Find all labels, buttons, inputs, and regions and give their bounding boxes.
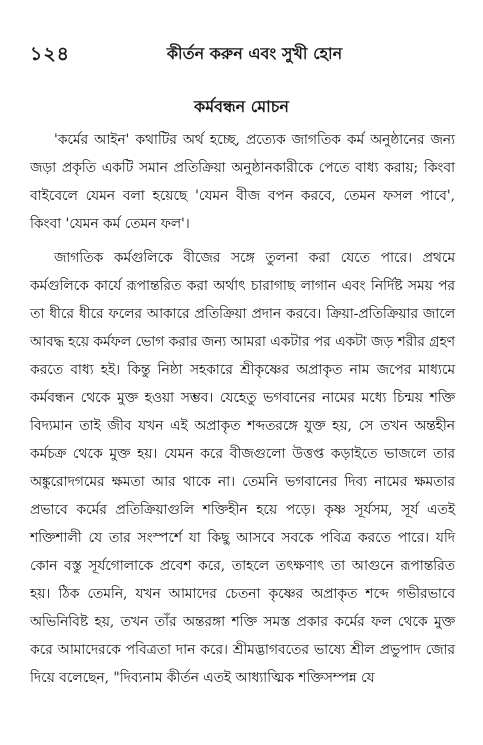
book-title: কীর্তন করুন এবং সুখী হোন: [166, 44, 343, 63]
body-text: [30, 126, 455, 698]
running-header: [30, 40, 455, 66]
section-heading: কর্মবন্ধন মোচন: [194, 97, 289, 116]
page-number: ১২৪: [30, 43, 71, 65]
paragraph: 'কর্মের আইন' কথাটির অর্থ হচ্ছে, প্রত্যেক জাগতিক কর্ম অনুষ্ঠানের জন্য জড়া প্রকৃতি একটি সমান প্রতিক্রিয়া অনুষ্ঠানকারীকে পেতে বাধ্য করায়; কিংবা বাইবেলে যেমন বলা হয়েছে 'যেমন বীজ বপন করবে, তেমন ফসল পাবে', কিংবা 'যেমন কর্ম তেমন ফল'।: [30, 132, 455, 232]
paragraph: জাগতিক কর্মগুলিকে বীজের সঙ্গে তুলনা করা যেতে পারে। প্রথমে কর্মগুলিকে কার্যে রূপান্তরিত করা অর্থাৎ চারাগাছ লাগান এবং নির্দিষ্ট সময় পর তা ধীরে ধীরে ফলের আকারে প্রতিক্রিয়া প্রদান করবে। ক্রিয়া-প্রতিক্রিয়ার জালে আবদ্ধ হয়ে কর্মফল ভোগ করার জন্য আমরা একটার পর একটা জড় শরীর গ্রহণ করতে বাধ্য হই। কিন্তু নিষ্ঠা সহকারে শ্রীকৃষ্ণের অপ্রাকৃত নাম জপের মাধ্যমে কর্মবন্ধন থেকে মুক্ত হওয়া সম্ভব। যেহেতু ভগবানের নামের মধ্যে চিন্ময় শক্তি বিদ্যমান তাই জীব যখন এই অপ্রাকৃত শব্দতরঙ্গে যুক্ত হয়, সে তখন অন্তহীন কর্মচক্র থেকে মুক্ত হয়। যেমন করে বীজগুলো উত্তপ্ত কড়াইতে ভাজলে তার অঙ্কুরোদগমের ক্ষমতা আর থাকে না। তেমনি ভগবানের দিব্য নামের ক্ষমতার প্রভাবে কর্মের প্রতিক্রিয়াগুলি শক্তিহীন হয়ে পড়ে। কৃষ্ণ সূর্যসম, সূর্য এতই শক্তিশালী যে তার সংস্পর্শে যা কিছু আসবে সবকে পবিত্র করতে পারে। যদি কোন বস্তু সূর্যগোলাকে প্রবেশ করে, তাহলে তৎক্ষণাৎ তা আগুনে রূপান্তরিত হয়। ঠিক তেমনি, যখন আমাদের চেতনা কৃষ্ণের অপ্রাকৃত শব্দে গভীরভাবে অভিনিবিষ্ট হয়, তখন তাঁর অন্তরঙ্গা শক্তি সমস্ত প্রকার কর্মের ফল থেকে মুক্ত করে আমাদেরকে পবিত্রতা দান করে। শ্রীমদ্ভাগবতের ভাষ্যে শ্রীল প্রভুপাদ জোর দিয়ে বলেছেন, "দিব্যনাম কীর্তন এতই আধ্যাত্মিক শক্তিসম্পন্ন যে: [30, 250, 455, 686]
